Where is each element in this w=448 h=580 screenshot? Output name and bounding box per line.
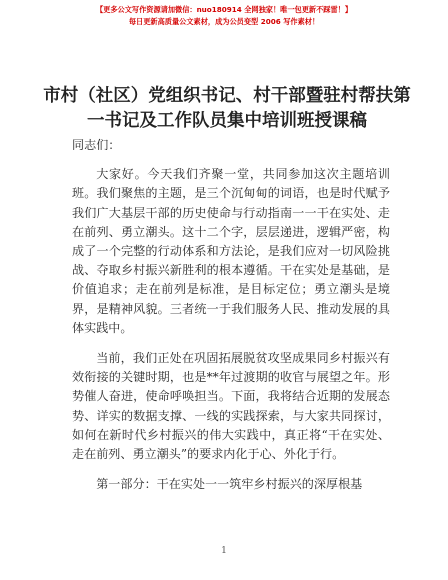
- body-paragraph-1: 大家好。今天我们齐聚一堂，共同参加这次主题培训班。我们聚焦的主题，是三个沉甸甸的词语，也是时代赋予我们广大基层干部的历史使命与行动指南一一干在实处、走在前列、勇立潮头。这十二个字，层层递进，逻辑严密，构成了一个完整的行动体系和方法论，是我们应对一切风险挑战、夺取乡村振兴新胜利的根本遵循。干在实处是基础，是价值追求；走在前列是标准，是目标定位；勇立潮头是境界，是精神风貌。三者统一于我们服务人民、推动发展的具体实践中。: [72, 167, 390, 335]
- promo-banner: [0, 4, 448, 28]
- page-number: 1: [221, 546, 227, 556]
- salutation: 同志们：: [72, 138, 121, 152]
- body-paragraph-2: 当前，我们正处在巩固拓展脱贫攻坚成果同乡村振兴有效衔接的关键时期，也是**年过渡期的收官与展望之年。形势催人奋进，使命呼唤担当。下面，我将结合近期的发展态势、详实的数据支撑、一线的实践探索，与大家共同探讨，如何在新时代乡村振兴的伟大实践中，真正将“干在实处、走在前列、勇立潮头”的要求内化于心、外化于行。: [72, 351, 390, 462]
- document-body: [72, 136, 390, 494]
- section-heading: 第一部分：干在实处一一筑牢乡村振兴的深厚根基: [96, 477, 363, 492]
- promo-banner-line-2: 每日更新高质量公文素材，成为公员变型 2006 写作素材！: [128, 17, 320, 26]
- document-title: 市村（社区）党组织书记、村干部暨驻村帮扶第一书记及工作队员集中培训班授课稿: [43, 86, 411, 131]
- promo-banner-line-1: 【更多公文写作资源请加微信：nuo180914 全网独家！唯一包更新不踩雷！】: [95, 5, 353, 14]
